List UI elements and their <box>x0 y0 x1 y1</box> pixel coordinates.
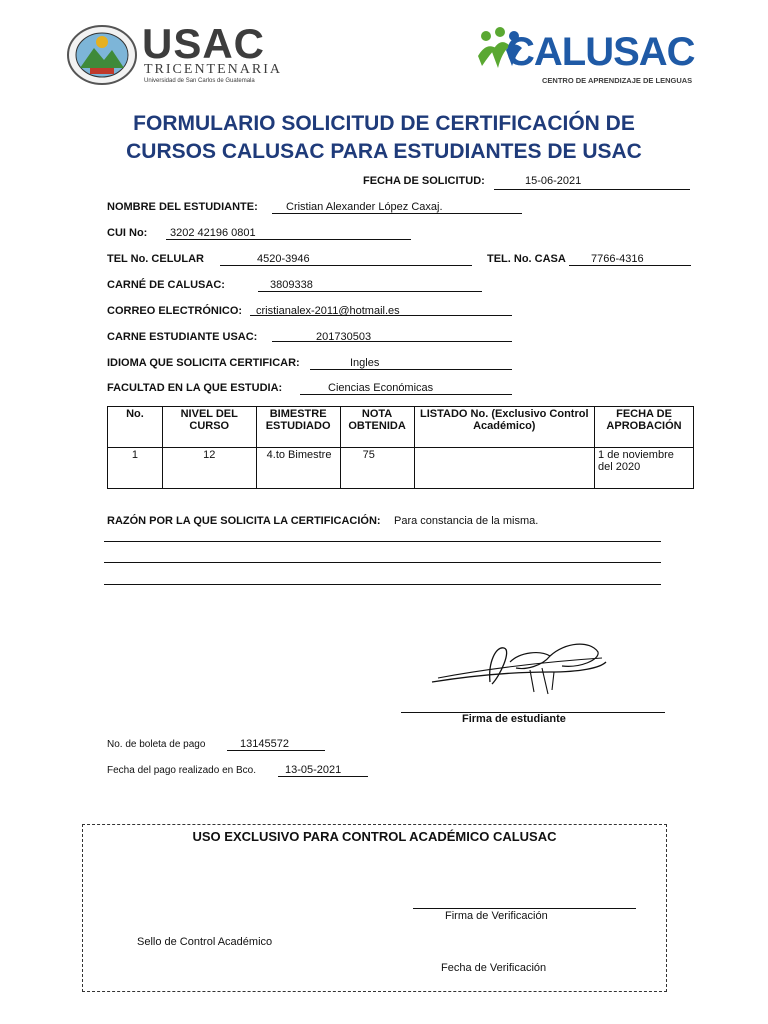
col-header-fecha: FECHA DE APROBACIÓN <box>595 407 694 448</box>
razon-line-3 <box>104 584 661 585</box>
fecha-pago-line <box>278 776 368 777</box>
razon-value: Para constancia de la misma. <box>394 515 539 527</box>
signature-label: Firma de estudiante <box>462 713 566 725</box>
casa-label: TEL. No. CASA <box>487 253 566 265</box>
facultad-line <box>300 394 512 395</box>
col-header-bimestre: BIMESTRE ESTUDIADO <box>256 407 340 448</box>
control-title: USO EXCLUSIVO PARA CONTROL ACADÉMICO CALUSAC <box>192 829 557 844</box>
facultad-value: Ciencias Económicas <box>328 382 434 394</box>
cui-label: CUI No: <box>107 227 148 239</box>
fecha-solicitud-label: FECHA DE SOLICITUD: <box>363 175 485 187</box>
carne-usac-value: 201730503 <box>316 331 372 343</box>
usac-subtitle: TRICENTENARIA <box>144 62 282 77</box>
carne-calusac-label: CARNÉ DE CALUSAC: <box>107 279 225 291</box>
cell-nota: 75 <box>340 448 414 489</box>
facultad-label: FACULTAD EN LA QUE ESTUDIA: <box>107 382 283 394</box>
col-header-nivel: NIVEL DEL CURSO <box>162 407 256 448</box>
nombre-label: NOMBRE DEL ESTUDIANTE: <box>107 201 258 213</box>
razon-label: RAZÓN POR LA QUE SOLICITA LA CERTIFICACIÓN: <box>107 515 381 527</box>
student-signature <box>430 632 610 702</box>
nombre-line <box>272 213 522 214</box>
calusac-logo <box>476 24 726 88</box>
idioma-label: IDIOMA QUE SOLICITA CERTIFICAR: <box>107 357 300 369</box>
carne-calusac-value: 3809338 <box>270 279 313 291</box>
casa-line <box>569 265 691 266</box>
fecha-solicitud-value: 15-06-2021 <box>525 175 582 187</box>
carne-calusac-line <box>258 291 482 292</box>
boleta-value: 13145572 <box>240 738 289 750</box>
sello-control-label: Sello de Control Académico <box>137 936 273 948</box>
usac-logo-text: USAC <box>142 20 266 67</box>
col-header-nota: NOTA OBTENIDA <box>340 407 414 448</box>
carne-usac-line <box>272 341 512 342</box>
form-title-line2: CURSOS CALUSAC PARA ESTUDIANTES DE USAC <box>126 140 642 163</box>
usac-university: Universidad de San Carlos de Guatemala <box>144 78 255 84</box>
cell-nivel: 12 <box>162 448 256 489</box>
control-academico-box <box>82 824 667 992</box>
cell-fecha-aprobacion: 1 de noviembre del 2020 <box>595 448 694 489</box>
table-header-row <box>108 407 694 448</box>
cui-line <box>166 239 411 240</box>
cui-value: 3202 42196 0801 <box>170 227 256 239</box>
fecha-verificacion-label: Fecha de Verificación <box>441 962 547 974</box>
col-header-no: No. <box>108 407 163 448</box>
table-row <box>108 448 694 489</box>
cell-no: 1 <box>108 448 163 489</box>
razon-line-1 <box>104 541 661 542</box>
cell-listado <box>414 448 595 489</box>
fecha-solicitud-line <box>494 189 690 190</box>
celular-line <box>220 265 472 266</box>
firma-verificacion-label: Firma de Verificación <box>445 910 548 922</box>
fecha-pago-value: 13-05-2021 <box>285 764 342 776</box>
celular-value: 4520-3946 <box>257 253 310 265</box>
usac-logo <box>66 20 286 86</box>
usac-seal-icon <box>66 24 138 86</box>
idioma-line <box>310 369 512 370</box>
razon-line-2 <box>104 562 661 563</box>
calusac-tagline: CENTRO DE APRENDIZAJE DE LENGUAS <box>542 76 693 85</box>
carne-usac-label: CARNE ESTUDIANTE USAC: <box>107 331 258 343</box>
boleta-line <box>227 750 325 751</box>
col-header-listado: LISTADO No. (Exclusivo Control Académico) <box>414 407 595 448</box>
correo-label: CORREO ELECTRÓNICO: <box>107 305 243 317</box>
firma-verificacion-line <box>413 908 636 909</box>
idioma-value: Ingles <box>350 357 380 369</box>
casa-value: 7766-4316 <box>591 253 644 265</box>
cell-bimestre: 4.to Bimestre <box>256 448 340 489</box>
fecha-pago-label: Fecha del pago realizado en Bco. <box>107 765 256 776</box>
correo-value: cristianalex-2011@hotmail.es <box>256 305 400 317</box>
nombre-value: Cristian Alexander López Caxaj. <box>286 201 443 213</box>
calusac-logo-text: CALUSAC <box>506 30 695 74</box>
celular-label: TEL No. CELULAR <box>107 253 204 265</box>
correo-line <box>250 315 512 316</box>
courses-table <box>107 406 694 489</box>
form-title-line1: FORMULARIO SOLICITUD DE CERTIFICACIÓN DE <box>133 112 635 135</box>
boleta-label: No. de boleta de pago <box>107 739 206 750</box>
